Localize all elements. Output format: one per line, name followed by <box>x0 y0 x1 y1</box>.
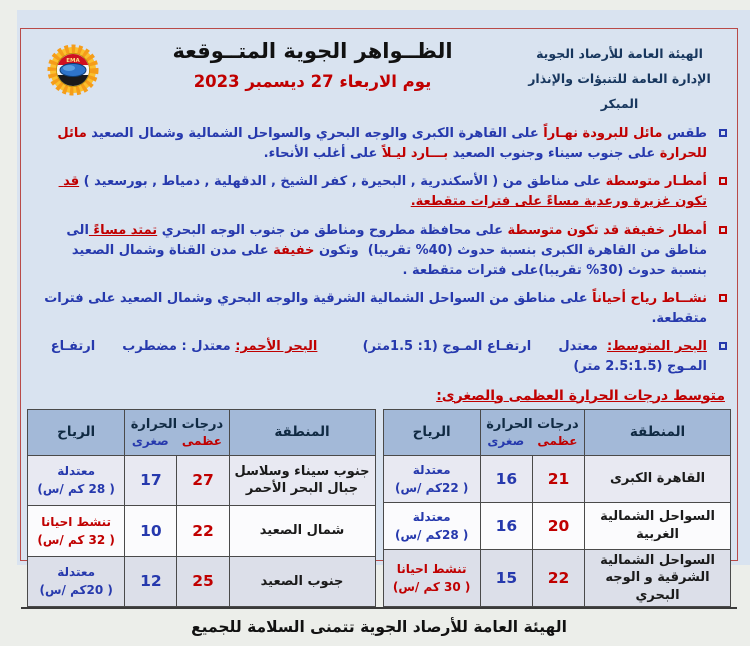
table-row <box>28 556 376 607</box>
column-header-temperatures <box>480 409 584 455</box>
text-segment: البحر الأحمر: <box>235 339 318 355</box>
text-segment: أمطـار متوسطة <box>601 174 707 190</box>
bullet-square-icon <box>719 226 727 234</box>
forecast-bullet <box>37 124 727 164</box>
text-segment: على أغلب الأنحاء. <box>263 146 378 162</box>
forecast-date: يوم الاربعاء 27 ديسمبر 2023 <box>193 72 432 91</box>
wind-speed: ( 30 كم /س) <box>392 579 471 594</box>
forecast-bullet-list <box>21 118 737 386</box>
temperature-tables <box>21 409 737 608</box>
table-row <box>28 455 376 506</box>
text-segment: مائل للبرودة نهـاراً <box>538 126 663 141</box>
wind-cell <box>28 556 125 607</box>
region-cell: جنوب الصعيد <box>229 556 375 607</box>
table-header-row <box>28 409 376 455</box>
text-segment: بـــارد ليـلاً <box>377 146 449 162</box>
temperature-table-south <box>27 409 376 608</box>
wind-speed: ( 28 كم /س) <box>37 482 115 497</box>
max-temp-cell: 27 <box>177 455 229 506</box>
bullet-square-icon <box>719 294 727 302</box>
max-temp-cell: 22 <box>177 506 229 557</box>
max-temp-cell: 22 <box>532 549 584 607</box>
wind-cell <box>383 549 480 607</box>
column-header-region: المنطقة <box>585 409 731 455</box>
text-segment: على محافظة مطروح ومناطق من جنوب الوجه البحري <box>157 222 504 238</box>
footer-message: الهيئة العامة للأرصاد الجوية تتمنى السلامة للجميع <box>21 607 737 646</box>
min-temp-label: صغرى <box>487 433 525 448</box>
text-segment: مائل للحرارة <box>52 126 707 162</box>
min-temp-cell: 16 <box>480 455 532 502</box>
ema-logo <box>33 37 113 104</box>
temps-sublabels <box>125 434 228 448</box>
text-segment: نشــاط رياح أحياناً <box>587 290 707 306</box>
bullet-text <box>37 124 707 164</box>
text-segment <box>317 339 362 354</box>
wind-cell <box>28 506 125 557</box>
page-title: الظــواهر الجوية المتــوقعة <box>172 39 453 63</box>
region-cell: شمال الصعيد <box>229 506 375 557</box>
temperature-table-main <box>383 409 732 608</box>
region-cell: القاهرة الكبرى <box>585 455 731 502</box>
wind-description: معتدلة <box>57 464 96 479</box>
table-row <box>383 502 731 549</box>
table-south-body <box>28 455 376 607</box>
table-main-body <box>383 455 731 607</box>
min-temp-cell: 17 <box>125 455 177 506</box>
table-row <box>383 455 731 502</box>
organization-names <box>512 37 727 116</box>
temps-label: درجات الحرارة <box>130 416 224 432</box>
wind-cell <box>383 502 480 549</box>
wind-speed: ( 20كم /س) <box>39 583 113 598</box>
wind-cell <box>383 455 480 502</box>
text-segment: البحر المتوسط: <box>606 339 707 355</box>
wind-description: تنشط احيانا <box>41 514 112 529</box>
text-segment: خفيفة <box>268 242 315 258</box>
column-header-wind: الرياح <box>28 409 125 455</box>
min-temp-cell: 10 <box>125 506 177 557</box>
forecast-bullet <box>37 221 727 281</box>
min-temp-cell: 16 <box>480 502 532 549</box>
wind-description: تنشط احيانا <box>396 561 467 576</box>
max-temp-cell: 21 <box>532 455 584 502</box>
text-segment: تمتد مساءً <box>88 222 158 238</box>
text-segment: الى مناطق من القاهرة الكبرى بنسبة حدوث (40% تقريبا) وتكون <box>61 222 707 258</box>
text-segment: على مدن القناة وشمال الصعيد بنسبة حدوث (30% تقريبا)على فترات متقطعة . <box>67 242 707 278</box>
text-segment: على مناطق من ( الأسكندرية , البحيرة , كفر الشيخ , الدقهلية , دمياط , بورسعيد ) <box>79 174 602 190</box>
column-header-region: المنطقة <box>229 409 375 455</box>
text-segment: أمطار خفيفة قد تكون متوسطة <box>503 222 707 238</box>
bulletin-header <box>21 29 737 118</box>
wind-speed: ( 22كم /س) <box>394 480 469 495</box>
text-segment: على القاهرة الكبرى والوجه البحري والسواحل الشمالية وشمال الصعيد <box>86 126 539 141</box>
bullet-square-icon <box>719 177 727 185</box>
forecast-bullet <box>37 172 727 212</box>
table-row <box>28 506 376 557</box>
bullet-text <box>37 221 707 281</box>
org-name-line1: الهيئة العامة للأرصاد الجوية <box>536 46 703 61</box>
max-temp-label: عظمى <box>537 433 578 448</box>
wind-description: معتدلة <box>57 565 96 580</box>
text-segment: على مناطق من السواحل الشمالية الشرقية والوجه البحري وشمال الصعيد على فترات متقطعة. <box>39 290 707 327</box>
text-segment: قد تكون غزيرة ورعدية مساءً على فترات متقطعة. <box>58 174 707 210</box>
wind-description: معتدلة <box>412 509 451 524</box>
temps-label: درجات الحرارة <box>486 416 579 432</box>
wind-cell <box>28 455 125 506</box>
max-temp-cell: 20 <box>532 502 584 549</box>
text-segment: معتدل ارتفـاع المـوج (1: 1.5متر) <box>362 339 607 355</box>
table-header-row <box>383 409 731 455</box>
text-segment: معتدل : مضطرب ارتفـاع المـوج (2.5:1.5 متر) <box>46 339 707 375</box>
forecast-bullet <box>37 289 727 329</box>
min-temp-cell: 15 <box>480 549 532 607</box>
text-segment: طقس <box>662 126 707 141</box>
forecast-bullet <box>37 337 727 377</box>
wind-speed: ( 28كم /س) <box>394 527 469 542</box>
table-row <box>383 549 731 607</box>
temps-sublabels <box>481 434 584 448</box>
min-temp-cell: 12 <box>125 556 177 607</box>
max-temp-cell: 25 <box>177 556 229 607</box>
title-block <box>113 37 512 91</box>
sun-emblem-icon <box>41 40 105 100</box>
region-cell: السواحل الشمالية الشرقية و الوجه البحري <box>585 549 731 607</box>
bullet-text <box>37 172 707 212</box>
svg-text:EMA: EMA <box>66 58 80 64</box>
column-header-wind: الرياح <box>383 409 480 455</box>
wind-description: معتدلة <box>412 462 451 477</box>
bullet-text <box>37 337 707 377</box>
region-cell: جنوب سيناء وسلاسل جبال البحر الأحمر <box>229 455 375 506</box>
table-heading: متوسط درجات الحرارة العظمى والصغرى: <box>436 387 725 404</box>
min-temp-label: صغرى <box>131 433 169 448</box>
column-header-temperatures <box>125 409 229 455</box>
org-name-line2: الإدارة العامة للتنبؤات والإنذار المبكر <box>528 71 711 111</box>
bulletin-document <box>17 10 750 637</box>
bullet-text <box>37 289 707 329</box>
text-segment: على جنوب سيناء وجنوب الصعيد <box>448 146 656 162</box>
bullet-square-icon <box>719 129 727 137</box>
bulletin-red-border-box <box>20 28 738 637</box>
region-cell: السواحل الشمالية الغربية <box>585 502 731 549</box>
max-temp-label: عظمى <box>181 433 222 448</box>
wind-speed: ( 32 كم /س) <box>37 532 115 547</box>
bullet-square-icon <box>719 342 727 350</box>
